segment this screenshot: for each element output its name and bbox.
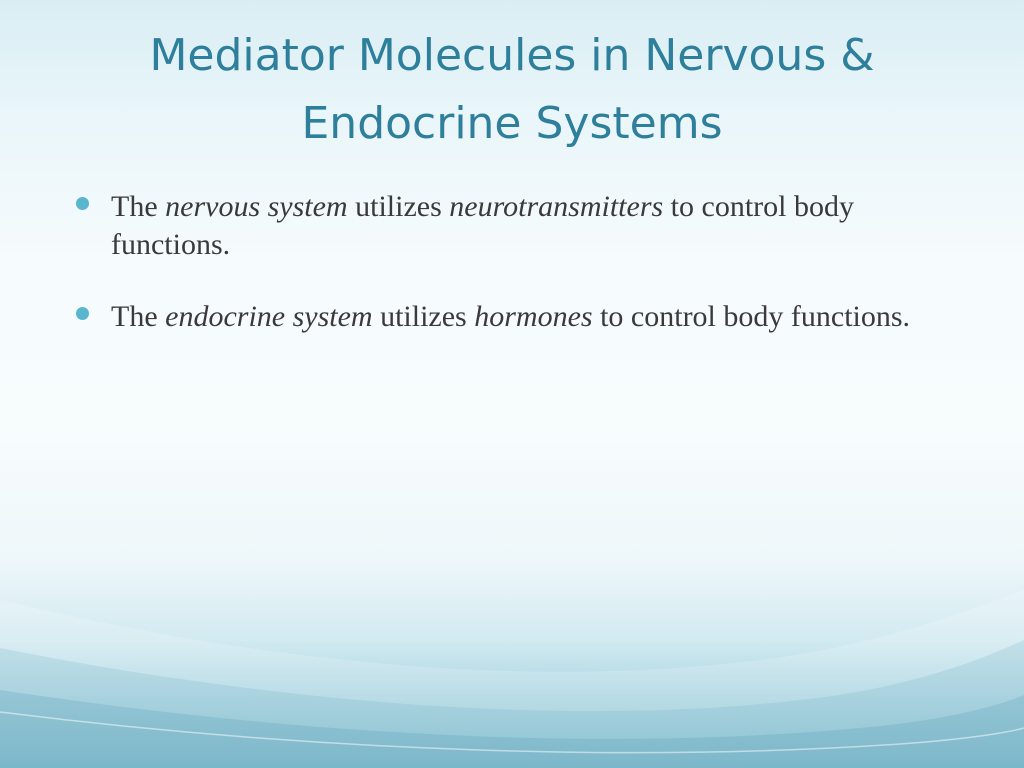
bullet-text-pre: The <box>111 190 166 223</box>
bullet-emphasis-hormones: hormones <box>474 300 593 333</box>
slide-title-line-1: Mediator Molecules in Nervous & <box>149 30 875 81</box>
bullet-emphasis-endocrine-system: endocrine system <box>165 300 373 333</box>
bullet-text-mid: utilizes <box>347 190 450 223</box>
bullet-item-endocrine-system <box>72 298 972 336</box>
bullet-item-nervous-system <box>72 188 972 264</box>
bullet-text-post: to control body functions. <box>111 190 854 261</box>
slide-title <box>0 22 1024 158</box>
bullet-text-post: to control body functions. <box>592 300 911 333</box>
bullet-dot-icon <box>76 197 89 210</box>
bullet-emphasis-nervous-system: nervous system <box>165 190 348 223</box>
bullet-text-mid: utilizes <box>372 300 475 333</box>
bullet-list <box>72 188 972 370</box>
slide-title-line-2: Endocrine Systems <box>301 98 723 149</box>
bullet-dot-icon <box>76 307 89 320</box>
bullet-emphasis-neurotransmitters: neurotransmitters <box>449 190 664 223</box>
bullet-text-pre: The <box>111 300 166 333</box>
